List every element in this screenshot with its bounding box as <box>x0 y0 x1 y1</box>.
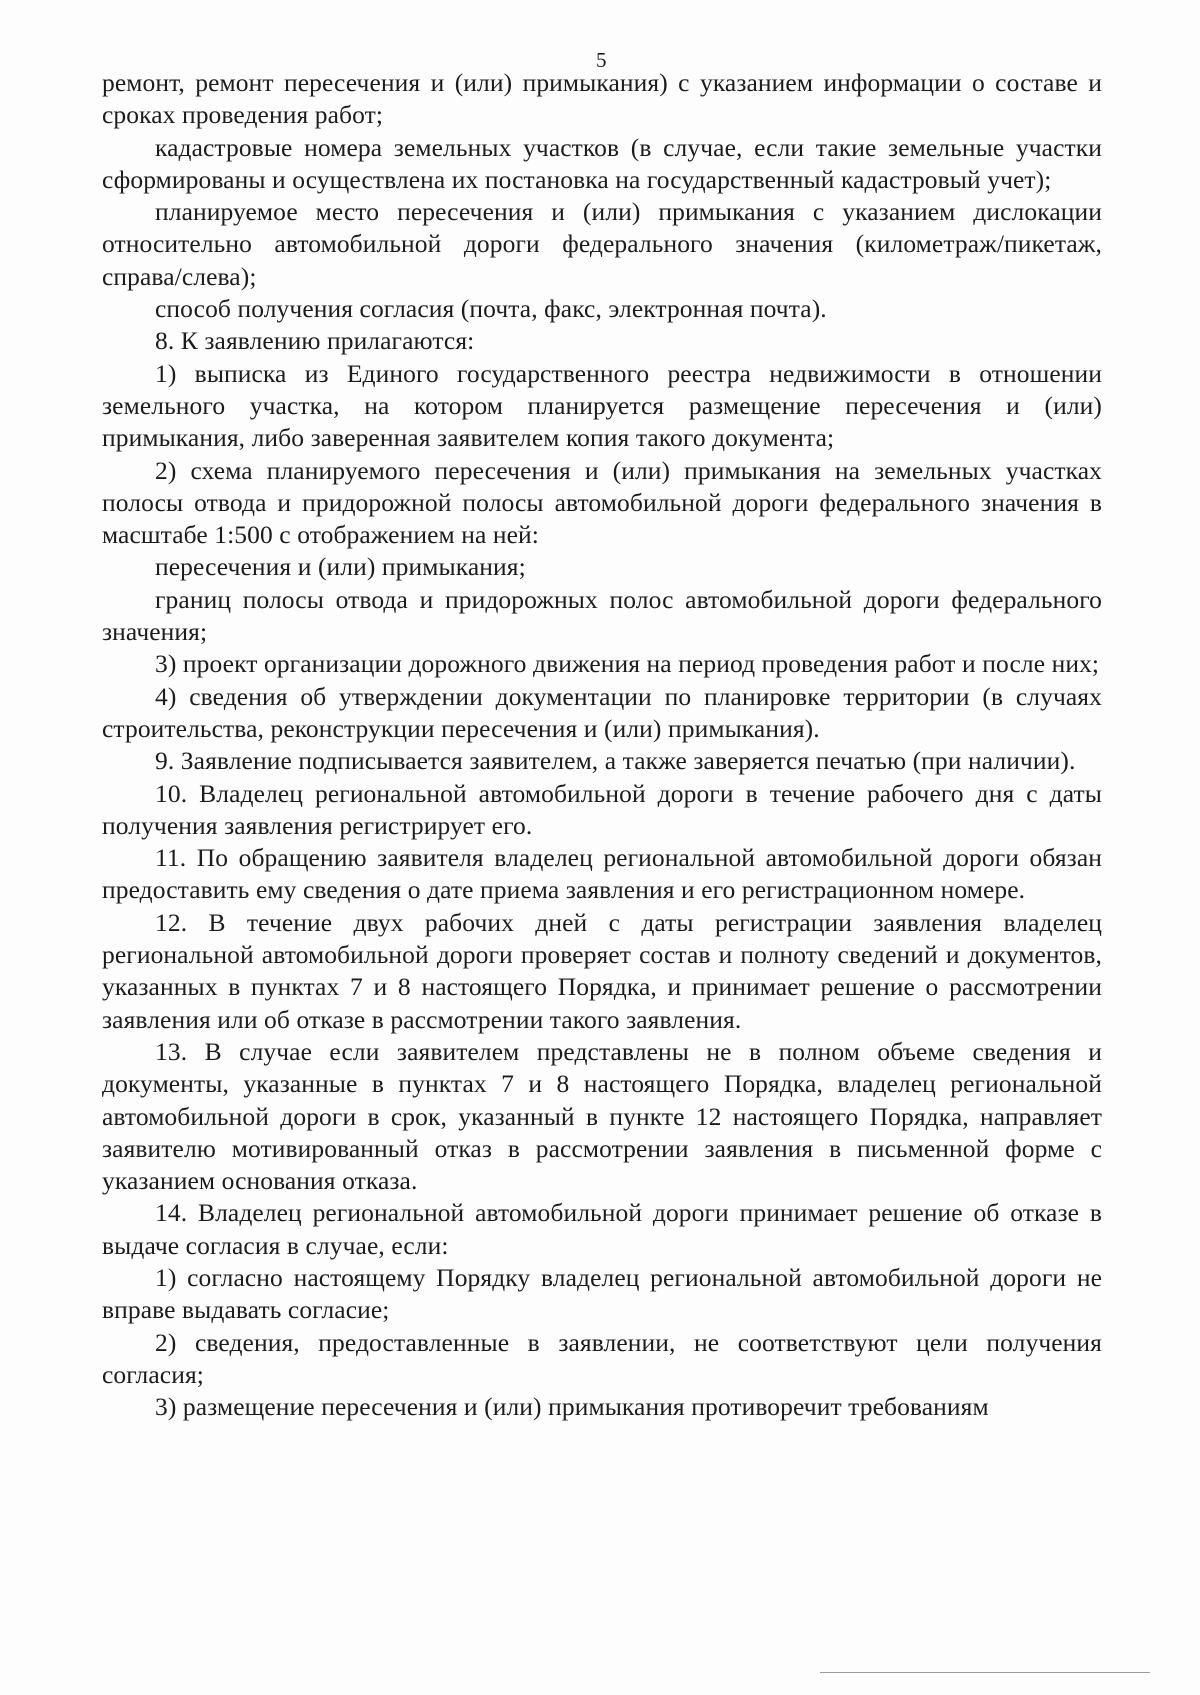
paragraph-planned-location: планируемое место пересечения и (или) примыкания с указанием дислокации относительно автомобильной дороги федерального значения (километраж/пикетаж, справа/слева); <box>102 197 1102 291</box>
paragraph-item-8: 8. К заявлению прилагаются: <box>155 326 475 356</box>
paragraph-item-10: 10. Владелец региональной автомобильной дороги в течение рабочего дня с даты получения заявления регистрирует его. <box>102 778 1102 840</box>
paragraph-item-8-2-a: пересечения и (или) примыкания; <box>155 552 526 582</box>
paragraph-cadastral-numbers: кадастровые номера земельных участков (в случае, если такие земельные участки сформированы и осуществлена их постановка на государственный кадастровый учет); <box>102 132 1102 194</box>
paragraph-item-14: 14. Владелец региональной автомобильной дороги принимает решение об отказе в выдаче согласия в случае, если: <box>102 1198 1102 1260</box>
paragraph-item-8-4: 4) сведения об утверждении документации по планировке территории (в случаях строительства, реконструкции пересечения и (или) примыкания). <box>102 681 1102 743</box>
paragraph-item-13: 13. В случае если заявителем представлены не в полном объеме сведения и документы, указанные в пунктах 7 и 8 настоящего Порядка, владелец региональной автомобильной дороги в срок, указанный в пункте 12 настоящего Порядка, направляет заявителю мотивированный отказ в рассмотрении заявления в письменной форме с указанием основания отказа. <box>102 1036 1102 1196</box>
paragraph-item-8-2-b: границ полосы отвода и придорожных полос автомобильной дороги федерального значения; <box>102 584 1102 647</box>
bottom-divider <box>820 1672 1150 1673</box>
document-body <box>102 67 1102 1423</box>
paragraph-item-14-2: 2) сведения, предоставленные в заявлении, не соответствуют цели получения согласия; <box>102 1327 1102 1389</box>
paragraph-repair-info: ремонт, ремонт пересечения и (или) примыкания) с указанием информации о составе и сроках проведения работ; <box>102 68 1102 130</box>
paragraph-item-8-1: 1) выписка из Единого государственного реестра недвижимости в отношении земельного участка, на котором планируется размещение пересечения и (или) примыкания, либо заверенная заявителем копия такого документа; <box>102 358 1102 453</box>
paragraph-item-8-3: 3) проект организации дорожного движения на период проведения работ и после них; <box>155 649 1100 679</box>
paragraph-item-14-1: 1) согласно настоящему Порядку владелец региональной автомобильной дороги не вправе выдавать согласие; <box>102 1262 1102 1325</box>
paragraph-item-11: 11. По обращению заявителя владелец региональной автомобильной дороги обязан предоставить ему сведения о дате приема заявления и его регистрационном номере. <box>102 843 1102 905</box>
page-number: 5 <box>596 48 607 72</box>
paragraph-consent-method: способ получения согласия (почта, факс, электронная почта). <box>155 294 827 324</box>
paragraph-item-9: 9. Заявление подписывается заявителем, а также заверяется печатью (при наличии). <box>155 746 1076 776</box>
paragraph-item-14-3: 3) размещение пересечения и (или) примыкания противоречит требованиям <box>155 1392 989 1422</box>
paragraph-item-12: 12. В течение двух рабочих дней с даты регистрации заявления владелец региональной автомобильной дороги проверяет состав и полноту сведений и документов, указанных в пунктах 7 и 8 настоящего Порядка, и принимает решение о рассмотрении заявления или об отказе в рассмотрении такого заявления. <box>102 907 1102 1034</box>
paragraph-item-8-2: 2) схема планируемого пересечения и (или) примыкания на земельных участках полосы отвода и придорожной полосы автомобильной дороги федерального значения в масштабе 1:500 с отображением на ней: <box>102 455 1102 550</box>
